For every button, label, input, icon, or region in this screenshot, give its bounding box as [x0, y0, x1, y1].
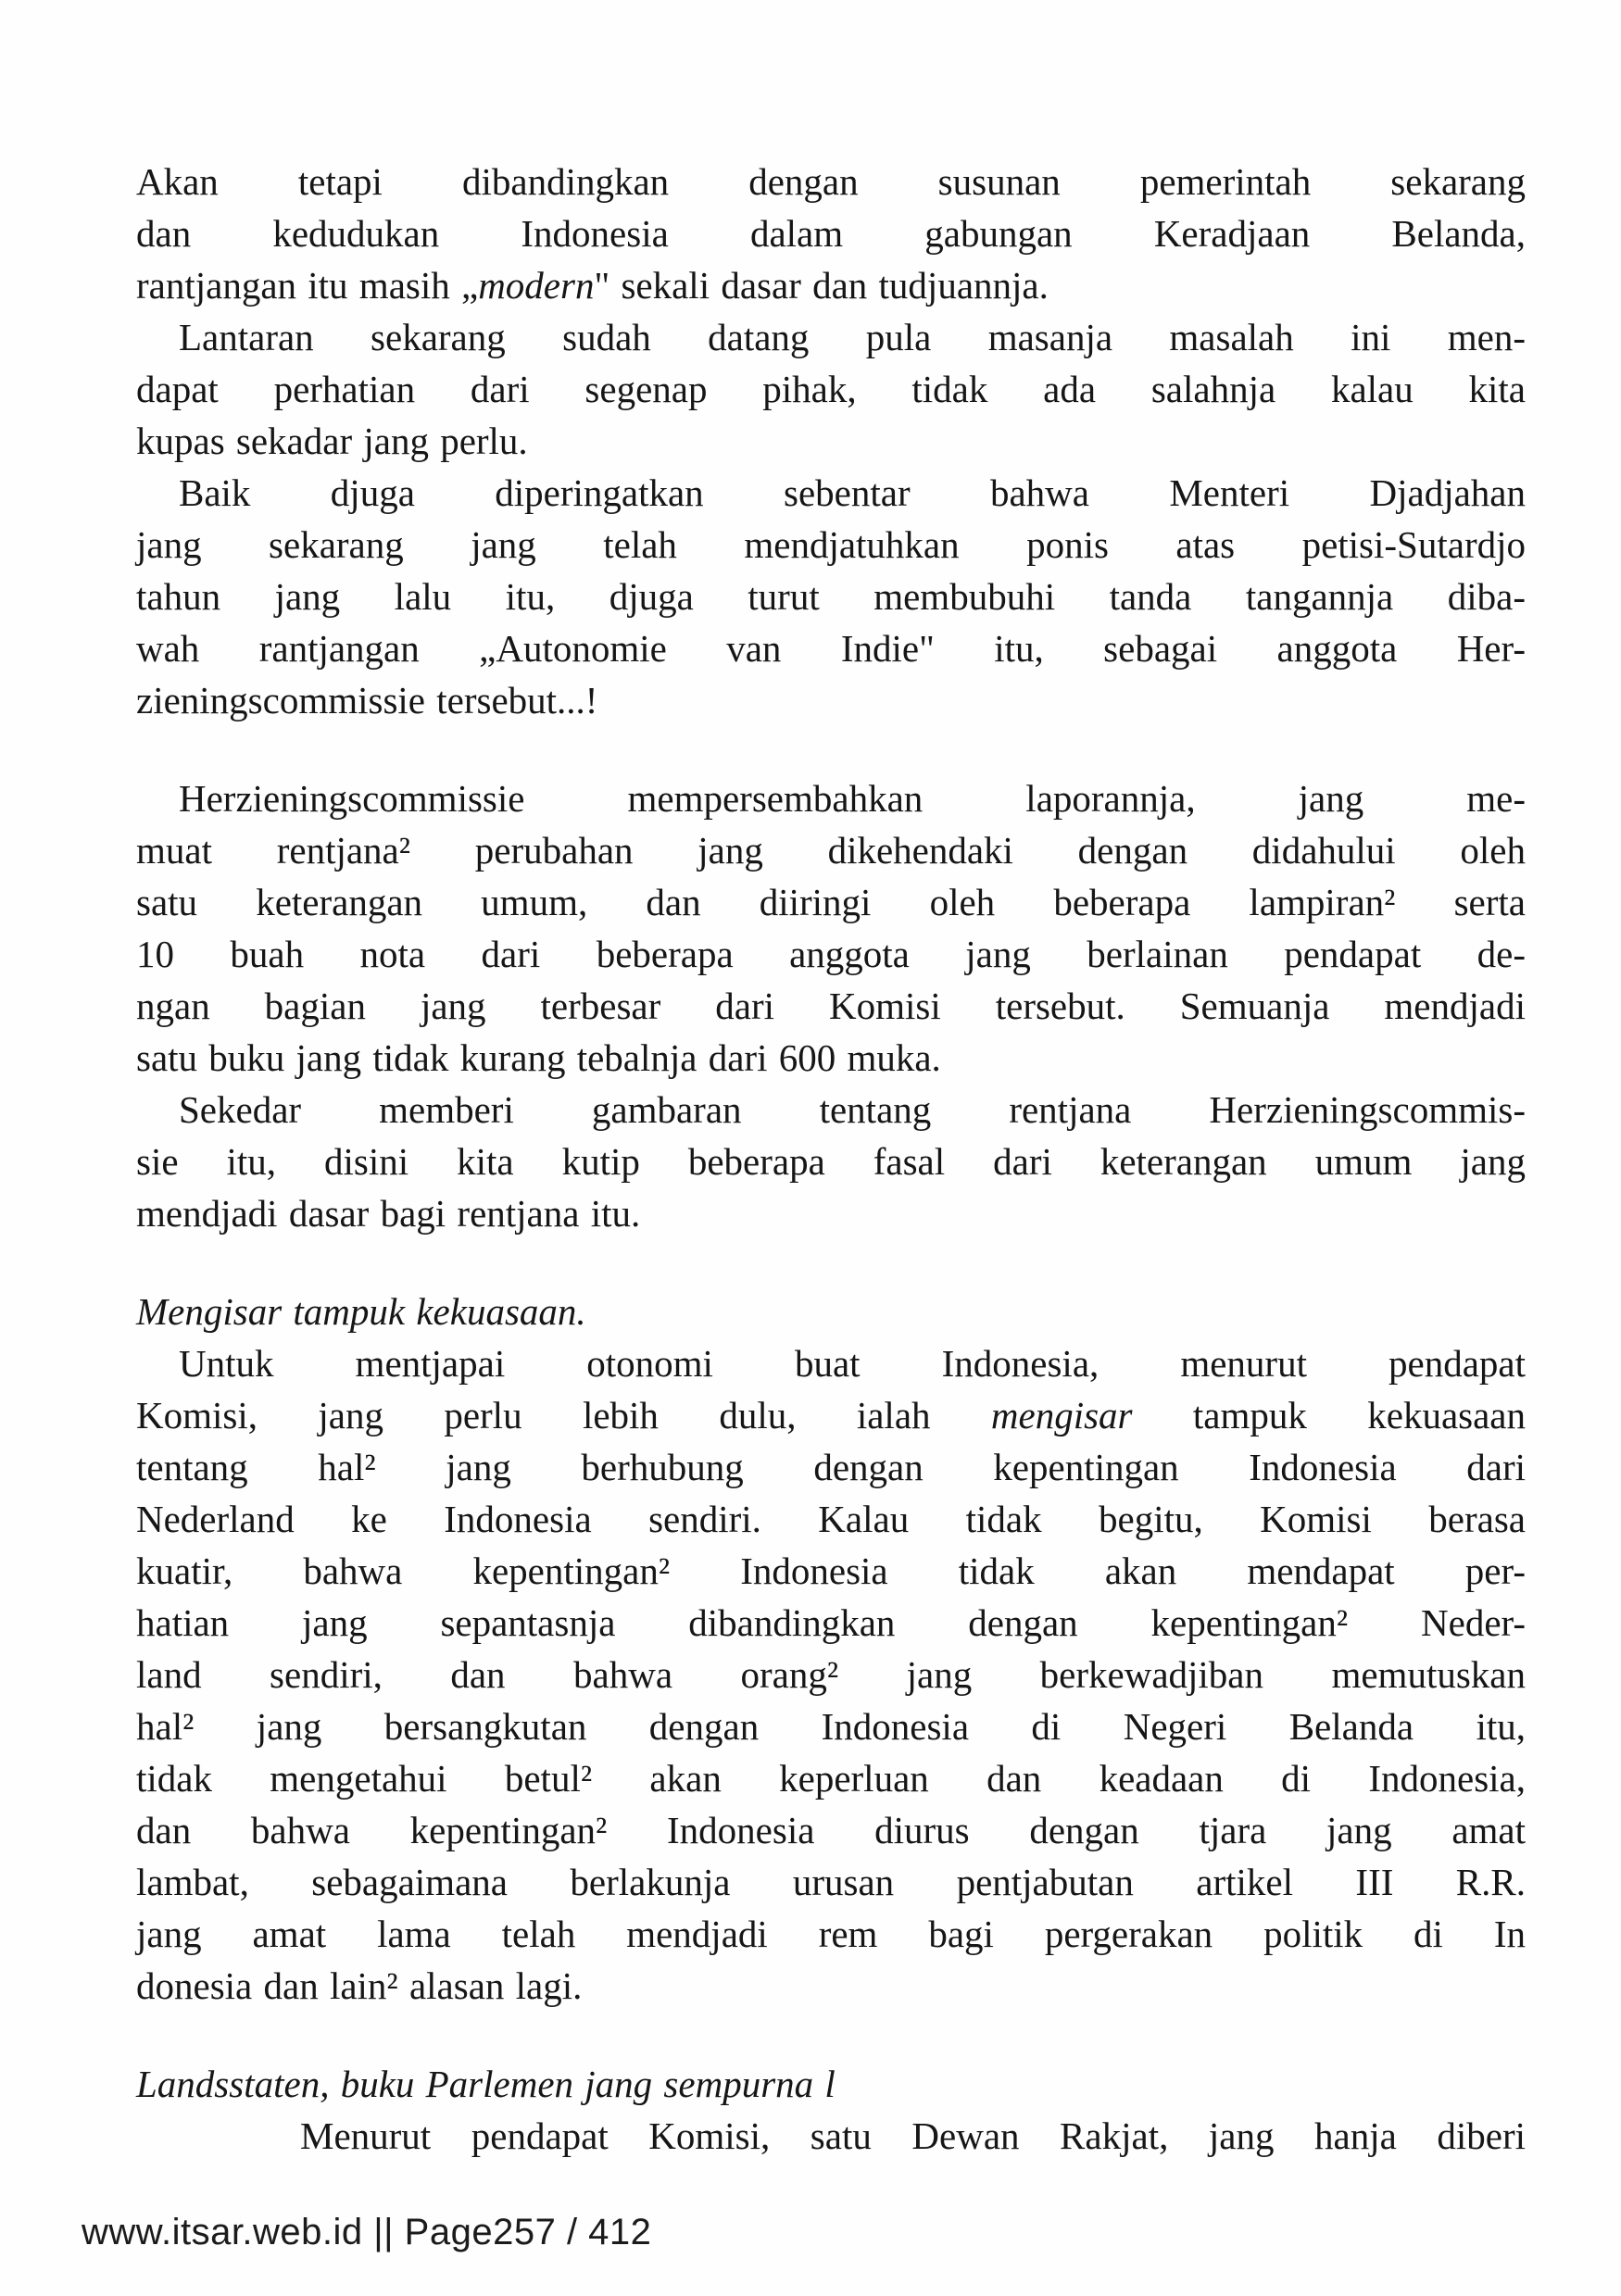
text-run: Landsstaten, buku Parlemen jang sempurna l — [136, 2063, 836, 2105]
text-run: Menurut pendapat Komisi, satu Dewan Rakjat, jang hanja diberi — [300, 2114, 1526, 2157]
paragraph-opening — [136, 156, 1526, 311]
text-run: Untuk mentjapai otonomi buat Indonesia, menurut pendapat — [179, 1342, 1526, 1385]
paragraph-6 — [136, 1337, 1526, 2012]
text-line — [136, 1286, 1526, 1337]
text-run: zieningscommissie tersebut...! — [136, 679, 598, 721]
text-run: wah rantjangan „Autonomie van Indie" itu, sebagai anggota Her- — [136, 627, 1526, 670]
text-line — [136, 571, 1526, 622]
text-line — [136, 1493, 1526, 1545]
text-run: dapat perhatian dari segenap pihak, tidak ada salahnja kalau kita — [136, 368, 1526, 410]
text-run: tentang hal² jang berhubung dengan kepentingan Indonesia dari — [136, 1446, 1526, 1488]
text-run: " sekali dasar dan tudjuannja. — [594, 264, 1049, 307]
text-run: donesia dan lain² alasan lagi. — [136, 1964, 583, 2007]
text-line — [136, 1084, 1526, 1135]
text-line — [136, 1032, 1526, 1084]
paragraph-4 — [136, 772, 1526, 1084]
page-footer: www.itsar.web.id || Page257 / 412 — [82, 2212, 652, 2252]
text-run: sie itu, disini kita kutip beberapa fasal dari keterangan umum jang — [136, 1140, 1526, 1183]
text-line — [136, 1649, 1526, 1700]
text-line — [136, 1856, 1526, 1908]
text-line — [136, 1337, 1526, 1389]
paragraph-7 — [136, 2110, 1526, 2162]
text-line — [136, 1187, 1526, 1239]
text-run: hal² jang bersangkutan dengan Indonesia di Negeri Belanda itu, — [136, 1705, 1526, 1748]
text-run: dan kedudukan Indonesia dalam gabungan Keradjaan Belanda, — [136, 212, 1526, 255]
text-line — [136, 1135, 1526, 1187]
text-run: tidak mengetahui betul² akan keperluan dan keadaan di Indonesia, — [136, 1757, 1526, 1800]
text-run: kuatir, bahwa kepentingan² Indonesia tidak akan mendapat per- — [136, 1549, 1526, 1592]
text-line — [136, 519, 1526, 571]
text-line — [136, 415, 1526, 467]
heading-mengisar — [136, 1286, 1526, 1337]
text-run: dan bahwa kepentingan² Indonesia diurus dengan tjara jang amat — [136, 1809, 1526, 1851]
text-run: tahun jang lalu itu, djuga turut membubuhi tanda tangannja diba- — [136, 575, 1526, 618]
text-run: land sendiri, dan bahwa orang² jang berkewadjiban memutuskan — [136, 1653, 1526, 1696]
text-run: Komisi, jang perlu lebih dulu, ialah — [136, 1394, 991, 1437]
text-run: tampuk kekuasaan — [1132, 1394, 1526, 1437]
text-run: mendjadi dasar bagi rentjana itu. — [136, 1192, 641, 1235]
text-line — [136, 363, 1526, 415]
text-run: jang sekarang jang telah mendjatuhkan ponis atas petisi-Sutardjo — [136, 523, 1526, 566]
paragraph-2 — [136, 311, 1526, 467]
text-line — [136, 824, 1526, 876]
text-run: lambat, sebagaimana berlakunja urusan pentjabutan artikel III R.R. — [136, 1861, 1526, 1903]
text-run: kupas sekadar jang perlu. — [136, 420, 528, 462]
paragraph-5 — [136, 1084, 1526, 1239]
text-line — [136, 772, 1526, 824]
text-run: Herzieningscommissie mempersembahkan laporannja, jang me- — [179, 777, 1526, 820]
heading-landsstaten — [136, 2058, 1526, 2110]
text-line — [136, 156, 1526, 207]
text-line — [136, 207, 1526, 259]
text-line — [136, 1960, 1526, 2012]
italic-text-run: mengisar — [990, 1394, 1133, 1437]
text-run: rantjangan itu masih „ — [136, 264, 479, 307]
text-run: Sekedar memberi gambaran tentang rentjana Herzieningscommis- — [179, 1088, 1526, 1131]
italic-text-run: modern — [478, 264, 595, 307]
text-line — [136, 2058, 1526, 2110]
text-line — [136, 928, 1526, 980]
text-line — [136, 259, 1526, 311]
text-line — [136, 1700, 1526, 1752]
text-line — [136, 1908, 1526, 1960]
text-run: satu keterangan umum, dan diiringi oleh beberapa lampiran² serta — [136, 881, 1526, 923]
text-line — [136, 1804, 1526, 1856]
text-line — [136, 1752, 1526, 1804]
text-run: hatian jang sepantasnja dibandingkan dengan kepentingan² Neder- — [136, 1601, 1526, 1644]
text-run: satu buku jang tidak kurang tebalnja dari 600 muka. — [136, 1036, 941, 1079]
text-line — [136, 467, 1526, 519]
paragraph-3 — [136, 467, 1526, 726]
text-line — [136, 674, 1526, 726]
text-line — [136, 2110, 1526, 2162]
text-line — [136, 311, 1526, 363]
text-line — [136, 622, 1526, 674]
text-run: muat rentjana² perubahan jang dikehendaki dengan didahului oleh — [136, 829, 1526, 872]
text-line — [136, 1389, 1526, 1441]
text-block — [136, 156, 1526, 2162]
text-line — [136, 876, 1526, 928]
text-line — [136, 1545, 1526, 1597]
text-run: ngan bagian jang terbesar dari Komisi tersebut. Semuanja mendjadi — [136, 985, 1526, 1027]
text-line — [136, 980, 1526, 1032]
text-run: Baik djuga diperingatkan sebentar bahwa Menteri Djadjahan — [179, 471, 1526, 514]
text-run: Mengisar tampuk kekuasaan. — [136, 1290, 586, 1333]
text-run: Akan tetapi dibandingkan dengan susunan pemerintah sekarang — [136, 160, 1526, 203]
text-run: 10 buah nota dari beberapa anggota jang berlainan pendapat de- — [136, 933, 1526, 975]
text-line — [136, 1597, 1526, 1649]
text-run: jang amat lama telah mendjadi rem bagi pergerakan politik di In — [136, 1913, 1526, 1955]
text-line — [136, 1441, 1526, 1493]
text-run: Lantaran sekarang sudah datang pula masanja masalah ini men- — [179, 316, 1526, 358]
text-run: Nederland ke Indonesia sendiri. Kalau tidak begitu, Komisi berasa — [136, 1498, 1526, 1540]
